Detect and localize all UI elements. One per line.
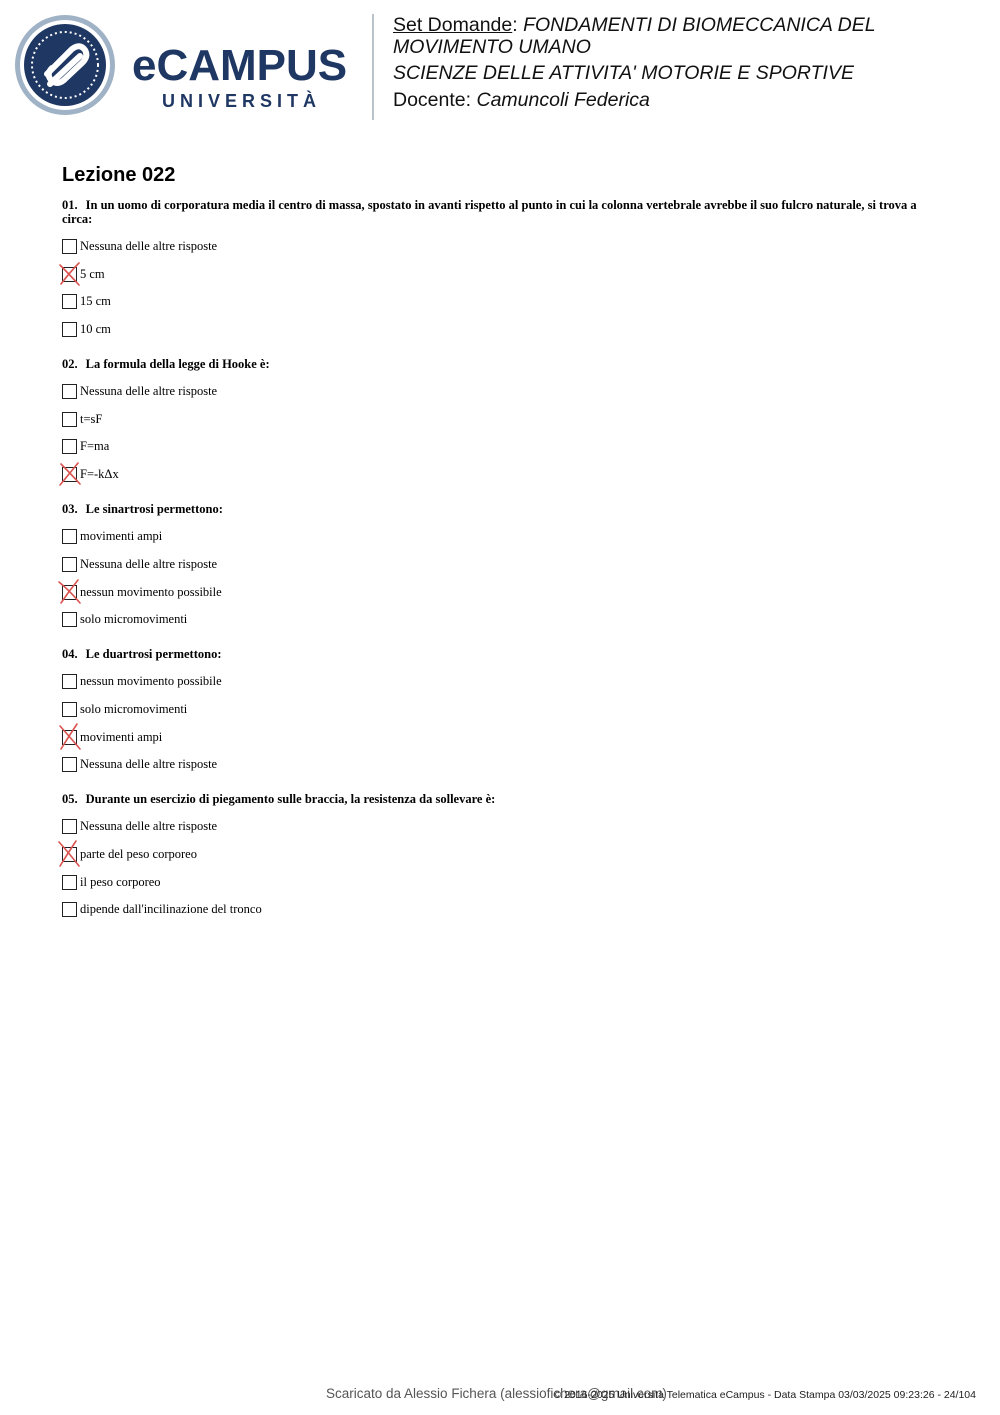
answer-option[interactable] [62,611,942,627]
question-number: 01. [62,198,78,212]
course-line [393,14,993,58]
question-body: Le sinartrosi permettono: [85,502,223,517]
answer-label: t=sF [80,411,103,426]
answer-option[interactable] [62,701,942,717]
header-divider [372,14,374,120]
answer-checkbox[interactable] [62,557,77,572]
answer-label: Nessuna delle altre risposte [80,556,218,571]
answer-checkbox[interactable] [62,757,77,772]
ecampus-seal-logo [14,14,116,116]
answer-option[interactable] [62,901,942,917]
answer-checkbox[interactable] [62,322,77,337]
selected-cross-icon [58,261,82,287]
svg-text:UNIVERSITÀ: UNIVERSITÀ [162,91,322,111]
question-text [62,357,942,371]
answer-option[interactable] [62,756,942,772]
question-03 [62,502,942,627]
teacher-name: Camuncoli Federica [476,89,650,111]
answer-option[interactable] [62,238,942,254]
answer-option[interactable] [62,411,942,427]
answer-checkbox[interactable] [62,294,77,309]
answer-label: F=ma [80,439,110,454]
question-text [62,198,942,226]
set-label: Set Domande [393,14,513,36]
answer-option[interactable] [62,466,942,482]
teacher-label: Docente: [393,89,472,111]
question-number: 05. [62,792,78,807]
selected-cross-icon [58,724,82,750]
answer-checkbox[interactable] [62,674,77,689]
question-text [62,502,942,516]
question-05 [62,792,942,917]
question-02 [62,357,942,482]
answer-checkbox[interactable] [62,529,77,544]
answer-checkbox[interactable] [62,439,77,454]
answer-label: F=-kΔx [80,467,119,482]
question-body: Durante un esercizio di piegamento sulle braccia, la resistenza da sollevare è: [85,792,496,807]
question-number: 04. [62,647,78,662]
degree-name: SCIENZE DELLE ATTIVITA' MOTORIE E SPORTIVE [393,62,854,84]
question-text [62,647,942,661]
answer-label: 5 cm [80,266,105,281]
answer-label: Nessuna delle altre risposte [80,239,218,253]
answer-label: 15 cm [80,294,111,309]
answer-option[interactable] [62,874,942,890]
question-text [62,792,942,806]
lesson-title: Lezione 022 [62,164,176,186]
question-number: 02. [62,357,78,372]
answer-option[interactable] [62,818,942,834]
answer-checkbox[interactable] [62,412,77,427]
selected-cross-icon [58,461,82,487]
question-body: In un uomo di corporatura media il centro di massa, spostato in avanti rispetto al punto in cui la colonna vertebrale avrebbe il suo fulcro naturale, si trova a circa: [62,198,917,226]
question-number: 03. [62,502,78,517]
answer-option[interactable] [62,293,942,309]
question-body: La formula della legge di Hooke è: [85,357,270,372]
answer-option[interactable] [62,846,942,862]
answer-option[interactable] [62,438,942,454]
answer-checkbox[interactable] [62,384,77,399]
answer-label: solo micromovimenti [80,701,188,716]
answer-checkbox[interactable] [62,612,77,627]
answer-label: nessun movimento possibile [80,584,222,599]
answer-label: Nessuna delle altre risposte [80,384,218,399]
ecampus-wordmark-logo [132,40,357,112]
answer-label: Nessuna delle altre risposte [80,757,218,772]
answer-checkbox[interactable] [62,902,77,917]
answer-label: movimenti ampi [80,529,163,544]
question-list [62,198,942,937]
answer-label: nessun movimento possibile [80,674,222,689]
header-info [393,14,993,111]
question-01 [62,198,942,337]
question-04 [62,647,942,772]
svg-text:eCAMPUS: eCAMPUS [132,41,348,90]
answer-checkbox[interactable] [62,819,77,834]
answer-option[interactable] [62,556,942,572]
answer-option[interactable] [62,673,942,689]
answer-checkbox[interactable] [62,875,77,890]
print-footer: © 2016-2025 Università Telematica eCampus - Data Stampa 03/03/2025 09:23:26 - 24/104 [553,1389,976,1401]
answer-label: parte del peso corporeo [80,846,197,861]
answer-option[interactable] [62,729,942,745]
answer-label: solo micromovimenti [80,612,188,627]
answer-option[interactable] [62,321,942,337]
course-title: FONDAMENTI DI BIOMECCANICA DEL MOVIMENTO UMANO [393,14,876,58]
answer-label: dipende dall'incilinazione del tronco [80,902,262,917]
page-header [0,0,1000,130]
answer-label: Nessuna delle altre risposte [80,819,218,834]
answer-label: 10 cm [80,322,111,337]
answer-option[interactable] [62,266,942,282]
answer-label: il peso corporeo [80,874,161,889]
answer-checkbox[interactable] [62,239,77,254]
question-body: Le duartrosi permettono: [85,647,222,662]
answer-checkbox[interactable] [62,702,77,717]
answer-option[interactable] [62,528,942,544]
answer-label: movimenti ampi [80,729,163,744]
selected-cross-icon [58,579,82,605]
download-watermark: Scaricato da Alessio Fichera (alessiofichera@gmail.com) [326,1386,667,1401]
teacher-line [393,89,993,111]
set-separator: : [512,14,518,36]
selected-cross-icon [58,841,82,867]
answer-option[interactable] [62,383,942,399]
answer-option[interactable] [62,584,942,600]
